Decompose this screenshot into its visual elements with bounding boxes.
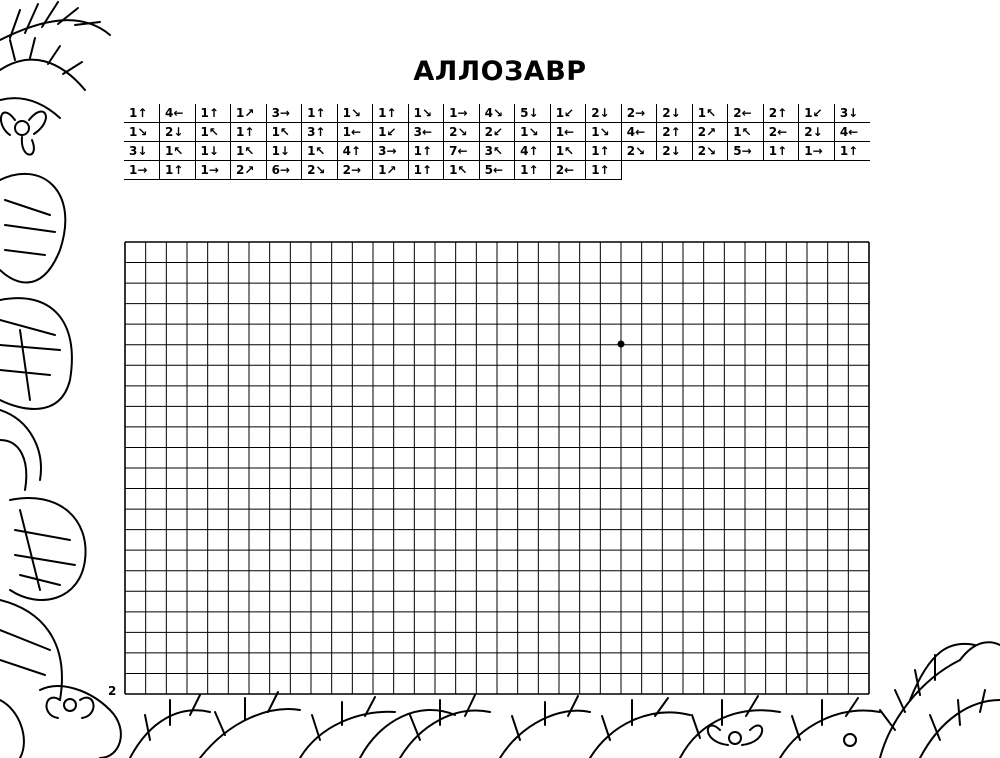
instruction-cell: 6→ [266, 161, 302, 180]
instruction-cell: 2↓ [657, 142, 693, 161]
instruction-cell-empty [763, 161, 799, 180]
instruction-cell-empty [621, 161, 657, 180]
instruction-cell: 1↖ [302, 142, 338, 161]
instruction-cell: 1↘ [515, 123, 551, 142]
start-dot [618, 341, 625, 348]
instruction-row [124, 161, 870, 180]
instruction-cell: 2→ [337, 161, 373, 180]
instruction-cell: 1↑ [763, 142, 799, 161]
instruction-cell: 1↑ [586, 161, 622, 180]
instruction-row [124, 123, 870, 142]
instruction-cell: 1↖ [692, 104, 728, 123]
instruction-cell: 2↓ [160, 123, 196, 142]
instruction-cell: 1↖ [195, 123, 231, 142]
instruction-cell: 2↘ [302, 161, 338, 180]
instruction-cell: 1→ [124, 161, 160, 180]
instruction-cell: 1↘ [337, 104, 373, 123]
instruction-cell: 1↖ [444, 161, 480, 180]
instruction-cell: 1↑ [515, 161, 551, 180]
instruction-cell: 1↓ [266, 142, 302, 161]
instruction-cell: 1↑ [834, 142, 870, 161]
instruction-cell: 4← [834, 123, 870, 142]
instruction-cell: 1↙ [799, 104, 835, 123]
instruction-cell: 3↑ [302, 123, 338, 142]
instruction-cell: 3↓ [124, 142, 160, 161]
instruction-cell: 1↑ [160, 161, 196, 180]
instruction-cell: 1→ [799, 142, 835, 161]
instruction-cell: 3↓ [834, 104, 870, 123]
instruction-cell: 7← [444, 142, 480, 161]
instruction-cell-empty [834, 161, 870, 180]
instruction-cell: 3→ [373, 142, 409, 161]
instruction-cell: 2← [728, 104, 764, 123]
instruction-cell: 1↘ [124, 123, 160, 142]
instruction-cell: 5← [479, 161, 515, 180]
instruction-cell: 1← [337, 123, 373, 142]
instruction-cell: 2↘ [621, 142, 657, 161]
instruction-cell: 1↑ [408, 161, 444, 180]
instruction-cell: 2↓ [586, 104, 622, 123]
instruction-cell: 2↑ [657, 123, 693, 142]
instruction-cell: 3↖ [479, 142, 515, 161]
instruction-cell: 1↖ [550, 142, 586, 161]
instruction-cell: 2↓ [799, 123, 835, 142]
instruction-cell: 2↗ [692, 123, 728, 142]
instruction-cell: 1↙ [550, 104, 586, 123]
instruction-cell: 1→ [444, 104, 480, 123]
instruction-cell: 2← [763, 123, 799, 142]
instruction-cell: 1↑ [586, 142, 622, 161]
instruction-cell: 1↑ [231, 123, 267, 142]
instruction-cell: 1↘ [586, 123, 622, 142]
instruction-cell: 2↘ [692, 142, 728, 161]
instruction-cell: 1↗ [231, 104, 267, 123]
instruction-cell: 3→ [266, 104, 302, 123]
instruction-cell: 5↓ [515, 104, 551, 123]
instruction-cell: 4↑ [515, 142, 551, 161]
instruction-table [124, 104, 870, 180]
instruction-cell: 1↑ [195, 104, 231, 123]
instruction-cell: 1← [550, 123, 586, 142]
instruction-cell: 1↑ [373, 104, 409, 123]
instruction-cell: 5→ [728, 142, 764, 161]
instruction-cell-empty [728, 161, 764, 180]
instruction-cell: 3← [408, 123, 444, 142]
instruction-cell: 2→ [621, 104, 657, 123]
instruction-cell: 2↑ [763, 104, 799, 123]
instruction-cell: 2↘ [444, 123, 480, 142]
instruction-cell: 1↖ [266, 123, 302, 142]
instruction-cell: 1↖ [231, 142, 267, 161]
instruction-cell: 2↙ [479, 123, 515, 142]
instruction-cell: 4← [160, 104, 196, 123]
instruction-cell: 2← [550, 161, 586, 180]
instruction-cell: 1↘ [408, 104, 444, 123]
instruction-cell: 4← [621, 123, 657, 142]
foliage-left-decoration [0, 2, 121, 758]
instruction-cell: 1↗ [373, 161, 409, 180]
instruction-cell: 4↑ [337, 142, 373, 161]
instruction-cell: 1↑ [302, 104, 338, 123]
instruction-cell: 1↑ [124, 104, 160, 123]
instruction-cell: 2↗ [231, 161, 267, 180]
drawing-grid [125, 242, 869, 694]
page-title: АЛЛОЗАВР [413, 56, 587, 87]
instruction-cell: 1↑ [408, 142, 444, 161]
page-number: 2 [108, 684, 117, 698]
instruction-cell: 1→ [195, 161, 231, 180]
instruction-cell: 1↖ [728, 123, 764, 142]
instruction-cell: 4↘ [479, 104, 515, 123]
instruction-cell-empty [657, 161, 693, 180]
instruction-cell-empty [692, 161, 728, 180]
instruction-cell-empty [799, 161, 835, 180]
instruction-cell: 1↓ [195, 142, 231, 161]
instruction-cell: 1↖ [160, 142, 196, 161]
instruction-row [124, 104, 870, 123]
instruction-row [124, 142, 870, 161]
instruction-cell: 1↙ [373, 123, 409, 142]
instruction-cell: 2↓ [657, 104, 693, 123]
